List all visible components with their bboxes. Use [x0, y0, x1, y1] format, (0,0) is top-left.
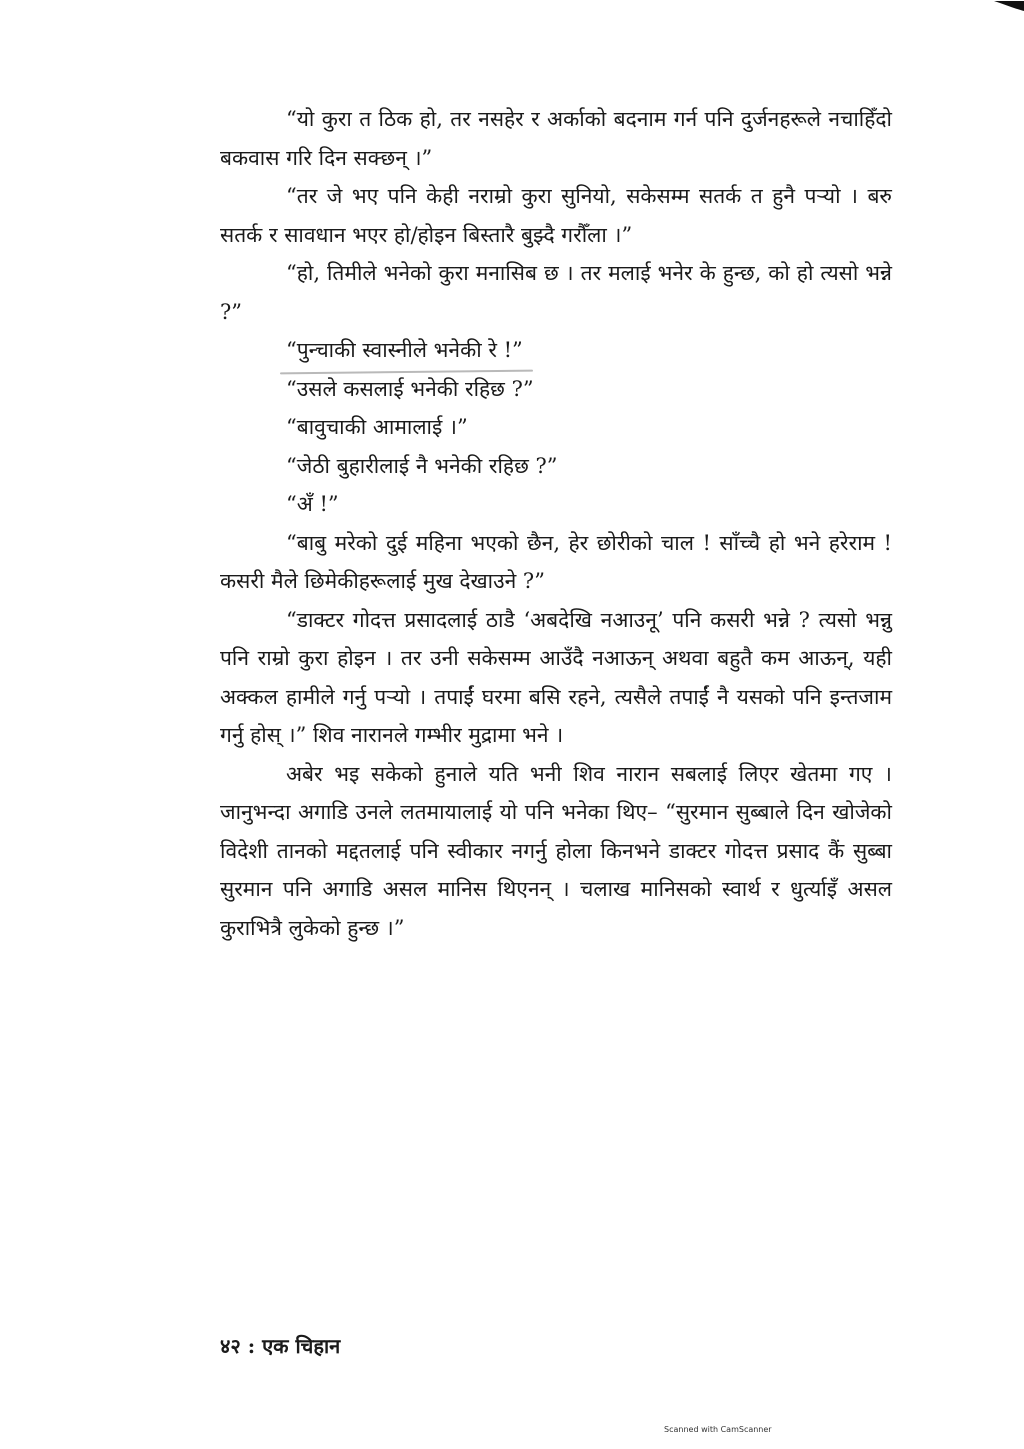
dialogue-line: “बावुचाकी आमालाई ।”	[286, 415, 468, 439]
dialogue-line: “जेठी बुहारीलाई नै भनेकी रहिछ ?”	[286, 453, 558, 478]
paragraph: “बाबु मरेको दुई महिना भएको छैन, हेर छोरीको चाल ! साँच्चै हो भने हरेराम ! कसरी मैले छिमेकीहरूलाई मुख देखाउने ?”	[220, 530, 892, 593]
body-text	[220, 100, 892, 947]
scanner-watermark: Scanned with CamScanner	[664, 1425, 772, 1434]
paragraph: “यो कुरा त ठिक हो, तर नसहेर र अर्काको बदनाम गर्न पनि दुर्जनहरूले नचाहिँदो बकवास गरि दिन सक्छन् ।”	[220, 107, 892, 170]
dialogue-line: “उसले कसलाई भनेकी रहिछ ?”	[286, 376, 534, 401]
corner-scan-artifact	[984, 0, 1024, 14]
corner-stroke-shape	[984, 1, 1024, 14]
dialogue-line: “अँ !”	[286, 492, 339, 516]
underlined-dialogue: “पुन्चाकी स्वास्नीले भनेकी रे !”	[286, 331, 523, 370]
paragraph: “डाक्टर गोदत्त प्रसादलाई ठाडै ‘अबदेखि नआउनू’ पनि कसरी भन्ने ? त्यसो भन्नु पनि राम्रो कुरा होइन । तर उनी सकेसम्म आउँदै नआऊन् अथवा बहुतै कम आऊन्, यही अक्कल हामीले गर्नु पऱ्यो । तपाईं घरमा बसि रहने, त्यसैले तपाईं नै यसको पनि इन्तजाम गर्नु होस् ।” शिव नारानले गम्भीर मुद्रामा भने ।	[220, 607, 892, 747]
page-folio: ४२ : एक चिहान	[220, 1334, 341, 1358]
paragraph: “हो, तिमीले भनेको कुरा मनासिब छ । तर मलाई भनेर के हुन्छ, को हो त्यसो भन्ने ?”	[220, 261, 892, 324]
dialogue-line	[220, 331, 892, 370]
paragraph: अबेर भइ सकेको हुनाले यति भनी शिव नारान सबलाई लिएर खेतमा गए । जानुभन्दा अगाडि उनले लतमायालाई यो पनि भनेका थिए– “सुरमान सुब्बाले दिन खोजेको विदेशी तानको मद्दतलाई पनि स्वीकार नगर्नु होला किनभने डाक्टर गोदत्त प्रसाद कैं सुब्बा सुरमान पनि अगाडि असल मानिस थिएनन् । चलाख मानिसको स्वार्थ र धुर्त्याइँ असल कुराभित्रै लुकेको हुन्छ ।”	[220, 761, 892, 940]
paragraph: “तर जे भए पनि केही नराम्रो कुरा सुनियो, सकेसम्म सतर्क त हुनै पऱ्यो । बरु सतर्क र सावधान भएर हो/होइन बिस्तारै बुझ्दै गरौँला ।”	[220, 184, 892, 247]
